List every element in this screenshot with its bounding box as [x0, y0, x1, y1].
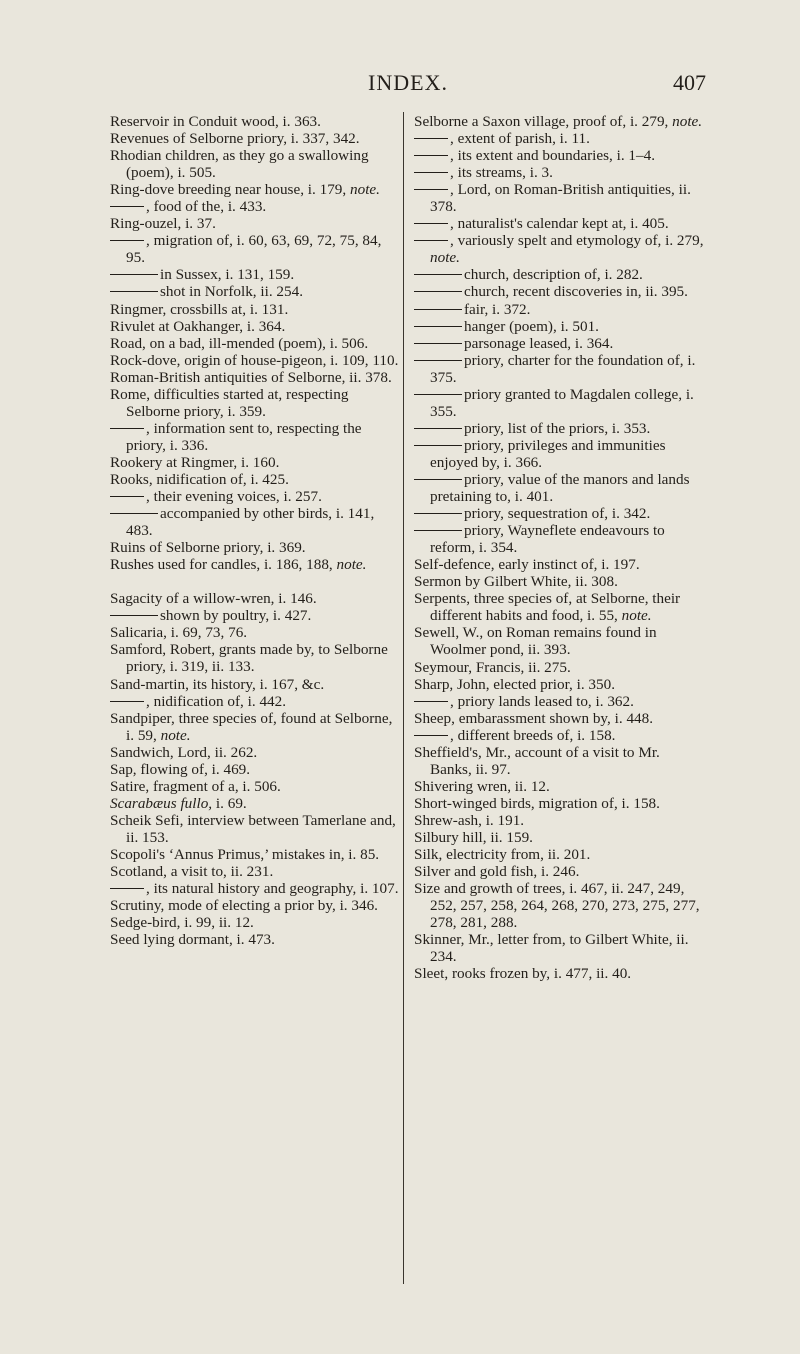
index-entry [110, 266, 400, 283]
entry-text: fair, i. 372. [464, 300, 531, 318]
entry-text: Silbury hill, ii. 159. [414, 828, 533, 846]
index-entry [110, 761, 400, 778]
entry-text: priory granted to Magdalen college, i. 355. [430, 385, 694, 420]
index-entry [414, 659, 704, 676]
index-entry [110, 130, 400, 147]
entry-text: Seymour, Francis, ii. 275. [414, 658, 571, 676]
repeat-dash [414, 513, 462, 514]
entry-text: Scopoli's ‘Annus Primus,’ mistakes in, i. 85. [110, 845, 380, 863]
entry-text: , different breeds of, i. 158. [450, 726, 616, 744]
repeat-dash [110, 888, 144, 889]
repeat-dash [414, 445, 462, 446]
index-column-left [110, 113, 400, 948]
repeat-dash [414, 394, 462, 395]
index-entry [414, 232, 704, 266]
index-entry [414, 710, 704, 727]
index-entry [110, 880, 400, 897]
entry-text: Ringmer, crossbills at, i. 131. [110, 300, 289, 318]
index-entry [414, 352, 704, 386]
entry-text: , naturalist's calendar kept at, i. 405. [450, 215, 669, 233]
entry-text: shot in Norfolk, ii. 254. [160, 283, 304, 301]
index-entry [414, 318, 704, 335]
entry-text: Salicaria, i. 69, 73, 76. [110, 624, 248, 642]
index-entry [110, 215, 400, 232]
repeat-dash [110, 206, 144, 207]
entry-text: Samford, Robert, grants made by, to Selborne priory, i. 319, ii. 133. [110, 641, 388, 676]
page-header [110, 70, 706, 104]
entry-text: Reservoir in Conduit wood, i. 363. [110, 113, 321, 130]
repeat-dash [414, 360, 462, 361]
repeat-dash [414, 428, 462, 429]
index-entry [110, 198, 400, 215]
entry-text: accompanied by other birds, i. 141, 483. [126, 505, 375, 540]
index-entry [110, 914, 400, 931]
entry-text: Sand-martin, its history, i. 167, &c. [110, 675, 325, 693]
index-entry [110, 283, 400, 300]
entry-text: Scotland, a visit to, ii. 231. [110, 863, 274, 881]
index-entry [110, 454, 400, 471]
entry-text: , its natural history and geography, i. 107. [146, 880, 399, 898]
entry-text: Rock-dove, origin of house-pigeon, i. 109, 110. [110, 351, 399, 369]
entry-text: priory, sequestration of, i. 342. [464, 505, 651, 523]
index-entry [110, 897, 400, 914]
index-entry [110, 352, 400, 369]
index-entry [110, 420, 400, 454]
repeat-dash [414, 274, 462, 275]
index-entry [414, 931, 704, 965]
entry-text: Serpents, three species of, at Selborne, their different habits and food, i. 55, [414, 590, 681, 625]
entry-text: Roman-British antiquities of Selborne, ii. 378. [110, 368, 392, 386]
entry-text: Shrew-ash, i. 191. [414, 811, 525, 829]
entry-text: , its streams, i. 3. [450, 164, 553, 182]
entry-text: Rhodian children, as they go a swallowing (poem), i. 505. [110, 147, 369, 182]
entry-note: note. [350, 181, 380, 199]
index-entry [414, 795, 704, 812]
index-entry [110, 488, 400, 505]
index-entry [110, 335, 400, 352]
entry-text: Sheffield's, Mr., account of a visit to Mr. Banks, ii. 97. [414, 743, 660, 778]
entry-text: priory, value of the manors and lands pretaining to, i. 401. [430, 470, 690, 506]
repeat-dash [110, 240, 144, 241]
entry-text: in Sussex, i. 131, 159. [160, 266, 295, 284]
index-entry [414, 778, 704, 795]
index-entry [414, 301, 704, 318]
entry-text: Rome, difficulties started at, respecting Selborne priory, i. 359. [110, 385, 349, 420]
repeat-dash [414, 701, 448, 702]
entry-text: Sharp, John, elected prior, i. 350. [414, 675, 616, 693]
index-entry [414, 863, 704, 880]
index-entry [414, 505, 704, 522]
index-entry [414, 471, 704, 505]
entry-text: Seed lying dormant, i. 473. [110, 931, 275, 949]
index-entry [110, 147, 400, 181]
repeat-dash [110, 274, 158, 275]
index-entry [110, 744, 400, 761]
entry-text: i. 69. [212, 794, 247, 812]
index-entry [110, 505, 400, 539]
entry-text: Ring-ouzel, i. 37. [110, 215, 216, 233]
entry-text: priory, list of the priors, i. 353. [464, 419, 651, 437]
entry-note: note. [621, 607, 652, 625]
index-entry [414, 880, 704, 931]
repeat-dash [414, 735, 448, 736]
index-entry [110, 931, 400, 948]
entry-text: Skinner, Mr., letter from, to Gilbert White, ii. 234. [414, 931, 689, 966]
entry-text: , Lord, on Roman-British antiquities, ii. 378. [430, 181, 691, 216]
entry-text: Sap, flowing of, i. 469. [110, 760, 251, 778]
repeat-dash [414, 138, 448, 139]
entry-text: Shivering wren, ii. 12. [414, 777, 550, 795]
repeat-dash [414, 189, 448, 190]
index-entry [414, 130, 704, 147]
index-entry [414, 386, 704, 420]
repeat-dash [110, 701, 144, 702]
index-entry [414, 113, 704, 130]
entry-text: Sagacity of a willow-wren, i. 146. [110, 590, 317, 608]
entry-text: , priory lands leased to, i. 362. [450, 692, 634, 710]
entry-text: Rooks, nidification of, i. 425. [110, 470, 289, 488]
entry-note: note. [672, 113, 703, 130]
index-entry [110, 181, 400, 198]
repeat-dash [414, 479, 462, 480]
entry-text: priory, privileges and immunities enjoyed by, i. 366. [430, 436, 666, 471]
index-entry [110, 607, 400, 624]
entry-text: Ruins of Selborne priory, i. 369. [110, 539, 306, 557]
entry-text: Sewell, W., on Roman remains found in Woolmer pond, ii. 393. [414, 624, 657, 659]
repeat-dash [414, 240, 448, 241]
repeat-dash [414, 155, 448, 156]
entry-text: hanger (poem), i. 501. [464, 317, 599, 335]
entry-text: , nidification of, i. 442. [146, 692, 287, 710]
page-number: 407 [673, 70, 706, 95]
index-column-right [414, 113, 704, 982]
index-entry [110, 556, 400, 573]
entry-text: Rookery at Ringmer, i. 160. [110, 453, 280, 471]
index-entry [110, 386, 400, 420]
column-divider [403, 112, 404, 1284]
entry-text: Sleet, rooks frozen by, i. 477, ii. 40. [414, 965, 632, 983]
entry-text: Sandwich, Lord, ii. 262. [110, 743, 258, 761]
index-entry [414, 215, 704, 232]
entry-text: , information sent to, respecting the priory, i. 336. [126, 419, 362, 454]
entry-text: Silver and gold fish, i. 246. [414, 863, 580, 881]
index-entry [414, 727, 704, 744]
entry-italic-term: Scarabæus fullo, [110, 794, 213, 812]
index-entry [110, 318, 400, 335]
index-entry [414, 266, 704, 283]
index-entry [414, 164, 704, 181]
entry-text: Sedge-bird, i. 99, ii. 12. [110, 914, 254, 932]
repeat-dash [110, 428, 144, 429]
entry-text: priory, Wayneflete endeavours to reform, i. 354. [430, 522, 665, 557]
index-entry [110, 232, 400, 266]
index-entry [414, 437, 704, 471]
entry-text: Road, on a bad, ill-mended (poem), i. 506. [110, 334, 369, 352]
index-entry [110, 676, 400, 693]
repeat-dash [414, 343, 462, 344]
index-entry [414, 573, 704, 590]
index-entry [110, 301, 400, 318]
index-entry [414, 965, 704, 982]
index-entry [110, 795, 400, 812]
repeat-dash [110, 513, 158, 514]
entry-note: note. [160, 726, 191, 744]
entry-text: Satire, fragment of a, i. 506. [110, 777, 281, 795]
index-entry [414, 283, 704, 300]
entry-text: parsonage leased, i. 364. [464, 334, 614, 352]
entry-text: Rivulet at Oakhanger, i. 364. [110, 317, 286, 335]
repeat-dash [414, 223, 448, 224]
index-entry [414, 522, 704, 556]
entry-note: note. [430, 249, 460, 267]
running-title: INDEX. [368, 70, 448, 95]
index-entry [110, 846, 400, 863]
index-entry [110, 471, 400, 488]
entry-text: Sandpiper, three species of, found at Selborne, i. 59, [110, 709, 393, 744]
index-entry [414, 624, 704, 658]
index-entry [110, 693, 400, 710]
index-entry [414, 812, 704, 829]
index-entry [414, 744, 704, 778]
entry-text: Revenues of Selborne priory, i. 337, 342. [110, 130, 360, 148]
index-entry [110, 539, 400, 556]
entry-text: church, recent discoveries in, ii. 395. [464, 283, 688, 301]
repeat-dash [414, 530, 462, 531]
entry-text: , their evening voices, i. 257. [146, 488, 322, 506]
index-entry [414, 829, 704, 846]
repeat-dash [414, 291, 462, 292]
entry-text: Short-winged birds, migration of, i. 158. [414, 794, 660, 812]
entry-text: Self-defence, early instinct of, i. 197. [414, 556, 640, 574]
index-entry [110, 710, 400, 744]
entry-text: Sheep, embarassment shown by, i. 448. [414, 709, 654, 727]
index-entry [110, 624, 400, 641]
repeat-dash [110, 615, 158, 616]
entry-text: Scrutiny, mode of electing a prior by, i. 346. [110, 897, 378, 915]
index-entry [414, 181, 704, 215]
repeat-dash [414, 309, 462, 310]
index-entry [110, 778, 400, 795]
entry-text: Rushes used for candles, i. 186, 188, [110, 556, 337, 574]
index-entry [110, 113, 400, 130]
repeat-dash [414, 326, 462, 327]
entry-text: , its extent and boundaries, i. 1–4. [450, 147, 655, 165]
entry-text: Ring-dove breeding near house, i. 179, [110, 181, 350, 199]
entry-text: Selborne a Saxon village, proof of, i. 279, [414, 113, 673, 130]
entry-text: Scheik Sefi, interview between Tamerlane and, ii. 153. [110, 811, 396, 846]
index-entry [414, 693, 704, 710]
repeat-dash [110, 496, 144, 497]
entry-text: Sermon by Gilbert White, ii. 308. [414, 573, 618, 591]
repeat-dash [414, 172, 448, 173]
index-entry [414, 335, 704, 352]
index-entry [414, 676, 704, 693]
entry-text: , migration of, i. 60, 63, 69, 72, 75, 84, 95. [126, 232, 382, 267]
index-entry [414, 846, 704, 863]
entry-text: Size and growth of trees, i. 467, ii. 247, 249, 252, 257, 258, 264, 268, 270, 273, 275, 277, 278, 281, 288. [414, 880, 700, 932]
index-entry [110, 641, 400, 675]
entry-text: , extent of parish, i. 11. [450, 130, 590, 148]
index-entry [110, 369, 400, 386]
entry-text: Silk, electricity from, ii. 201. [414, 846, 591, 864]
index-entry [414, 556, 704, 573]
index-entry [110, 863, 400, 880]
entry-text: , food of the, i. 433. [146, 198, 267, 216]
entry-text: church, description of, i. 282. [464, 266, 643, 284]
entry-text: , variously spelt and etymology of, i. 279, [450, 232, 704, 250]
repeat-dash [110, 291, 158, 292]
entry-text: priory, charter for the foundation of, i. 375. [430, 351, 696, 386]
entry-note: note. [336, 556, 367, 574]
index-entry [414, 590, 704, 624]
index-entry [414, 147, 704, 164]
index-entry [110, 812, 400, 846]
index-entry [414, 420, 704, 437]
index-entry [110, 590, 400, 607]
entry-text: shown by poultry, i. 427. [160, 607, 312, 625]
